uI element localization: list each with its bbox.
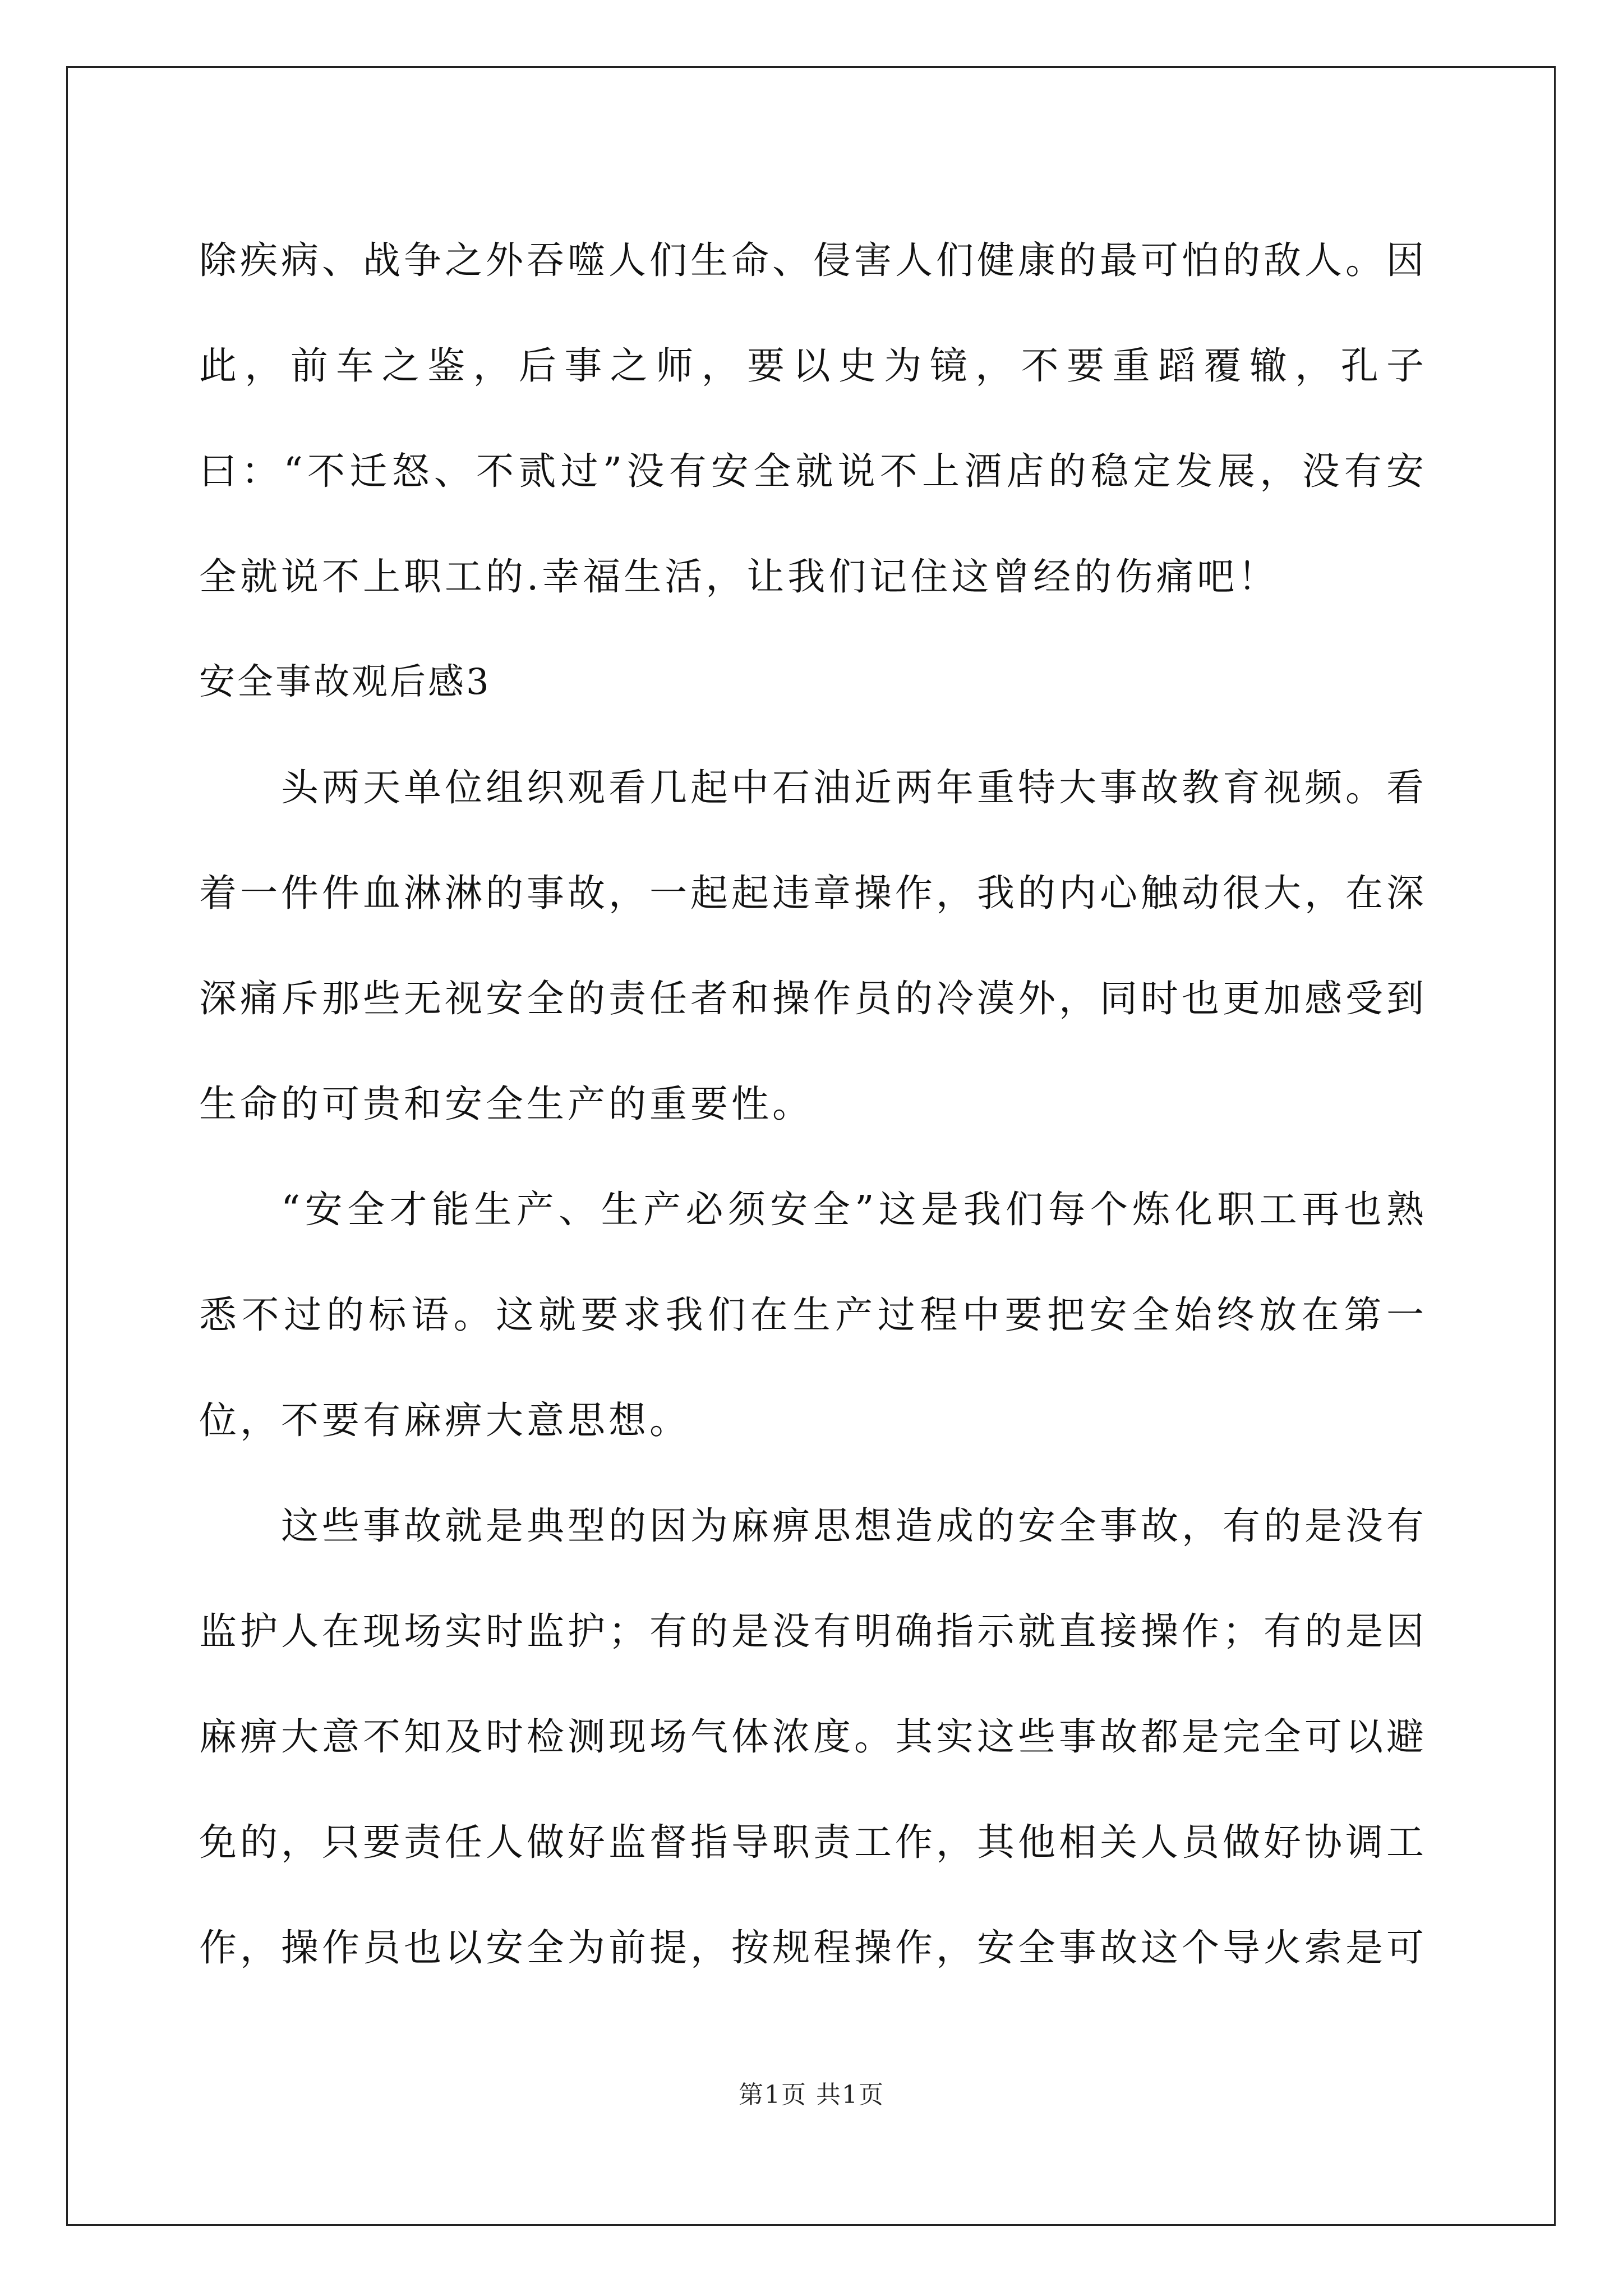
section-heading: 安全事故观后感3 [199,661,491,703]
paragraph-continuation: 除疾病、战争之外吞噬人们生命、侵害人们健康的最可怕的敌人。因此，前车之鉴，后事之师，要以史为镜，不要重蹈覆辙，孔子曰：“不迁怒、不贰过”没有安全就说不上酒店的稳定发展，没有安全就说不上职工的.幸福生活，让我们记住这曾经的伤痛吧！ [199,238,1427,599]
paragraph-3: 这些事故就是典型的因为麻痹思想造成的安全事故，有的是没有监护人在现场实时监护；有的是没有明确指示就直接操作；有的是因麻痹大意不知及时检测现场气体浓度。其实这些事故都是完全可以避免的，只要责任人做好监督指导职责工作，其他相关人员做好协调工作，操作员也以安全为前提，按规程操作，安全事故这个导火索是可 [199,1504,1427,1970]
document-body [199,208,1427,2000]
page-number-footer: 第1页 共1页 [739,2081,884,2109]
paragraph-2: “安全才能生产、生产必须安全”这是我们每个炼化职工再也熟悉不过的标语。这就要求我们在生产过程中要把安全始终放在第一位，不要有麻痹大意思想。 [199,1188,1427,1442]
paragraph-1: 头两天单位组织观看几起中石油近两年重特大事故教育视频。看着一件件血淋淋的事故，一起起违章操作，我的内心触动很大，在深深痛斥那些无视安全的责任者和操作员的冷漠外，同时也更加感受到生命的可贵和安全生产的重要性。 [199,766,1427,1126]
